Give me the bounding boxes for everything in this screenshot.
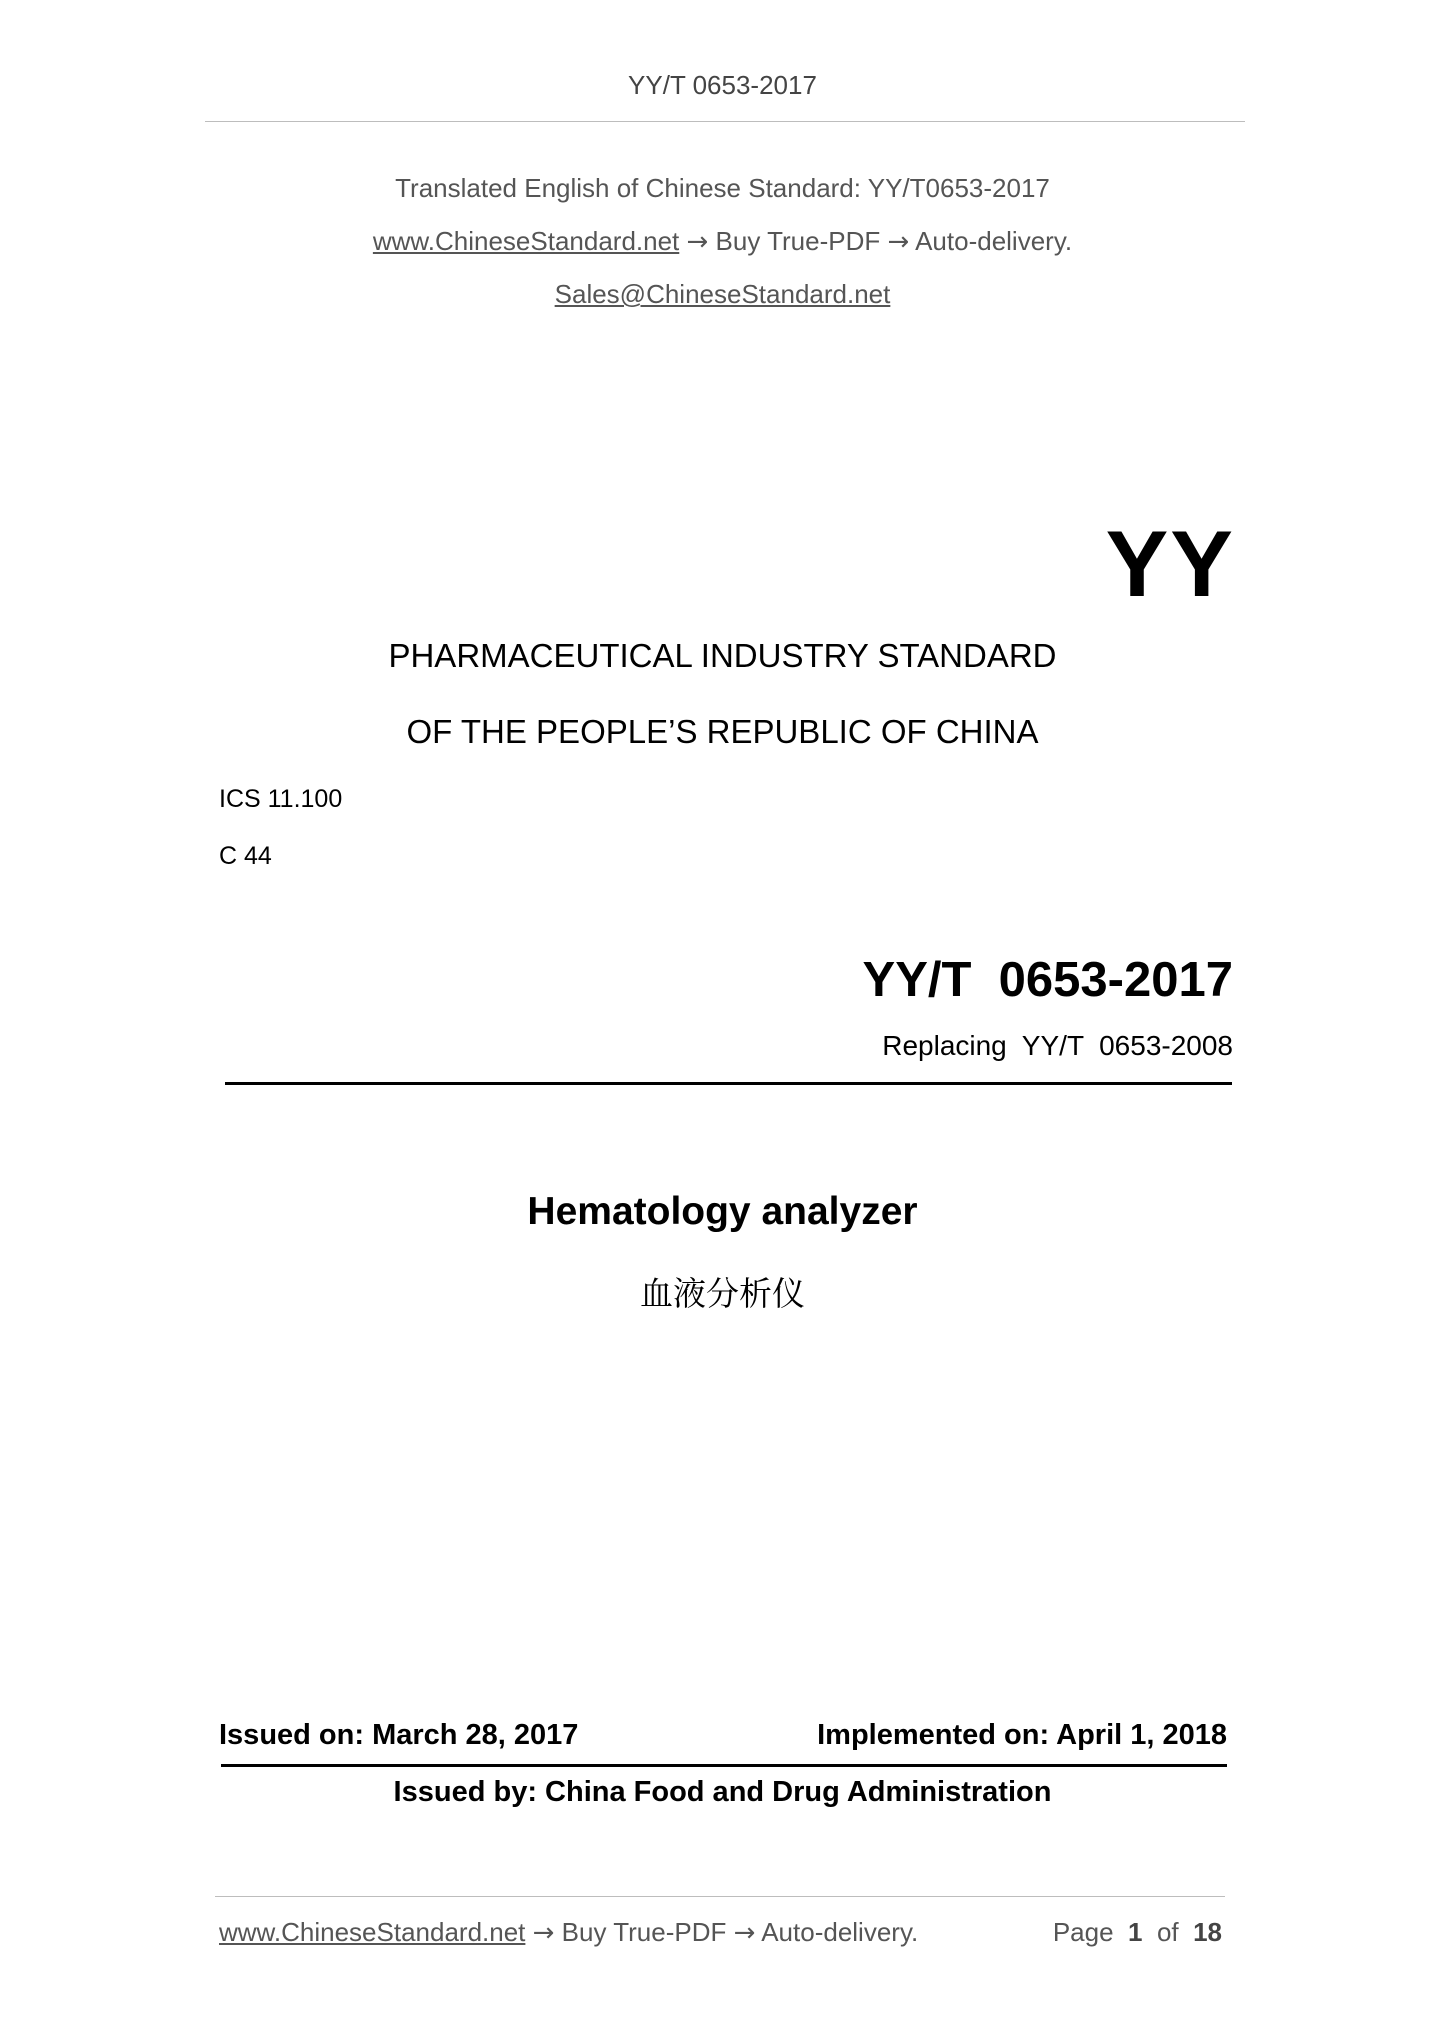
auto-delivery-text: Auto-delivery. (915, 226, 1073, 256)
buy-true-pdf-text: Buy True-PDF (715, 226, 881, 256)
document-title: Hematology analyzer (527, 1190, 918, 1233)
arrow-right-icon: → (532, 1918, 555, 1948)
footer-auto-delivery-text: Auto-delivery. (761, 1917, 919, 1947)
footer-purchase-line (219, 1917, 918, 1948)
document-title-chinese: 血液分析仪 (640, 1274, 805, 1313)
footer-divider (215, 1896, 1225, 1897)
arrow-right-icon: → (887, 227, 910, 257)
ccs-code: C 44 (219, 842, 272, 870)
arrow-right-icon: → (686, 227, 709, 257)
page-label: Page (1052, 1917, 1114, 1947)
page-total: 18 (1193, 1917, 1222, 1947)
page-of-label: of (1156, 1917, 1179, 1947)
page-current: 1 (1128, 1917, 1143, 1947)
arrow-right-icon: → (733, 1918, 756, 1948)
purchase-line (0, 226, 1445, 257)
footer-buy-true-pdf-text: Buy True-PDF (561, 1917, 727, 1947)
standard-type-line-1: PHARMACEUTICAL INDUSTRY STANDARD (388, 637, 1057, 674)
header-divider (205, 121, 1245, 122)
standard-category-mark: YY (1105, 511, 1235, 616)
standard-type-line-2: OF THE PEOPLE’S REPUBLIC OF CHINA (406, 713, 1039, 750)
issuing-authority: Issued by: China Food and Drug Administration (393, 1776, 1052, 1808)
issued-on-date: Issued on: March 28, 2017 (219, 1719, 579, 1751)
issue-divider (221, 1764, 1227, 1767)
page-indicator (1053, 1917, 1222, 1948)
running-header: YY/T 0653-2017 (628, 70, 817, 100)
email-line (0, 279, 1445, 310)
sales-email-link[interactable]: Sales@ChineseStandard.net (554, 279, 891, 309)
website-link[interactable]: www.ChineseStandard.net (372, 226, 680, 256)
ics-code: ICS 11.100 (219, 785, 343, 813)
translation-notice: Translated English of Chinese Standard: YY/T0653-2017 (395, 173, 1050, 203)
replacing-standard: Replacing YY/T 0653-2008 (882, 1030, 1233, 1061)
title-divider (225, 1082, 1232, 1085)
footer-website-link[interactable]: www.ChineseStandard.net (219, 1917, 526, 1947)
implemented-on-date: Implemented on: April 1, 2018 (817, 1719, 1227, 1751)
standard-number: YY/T 0653-2017 (862, 953, 1233, 1007)
